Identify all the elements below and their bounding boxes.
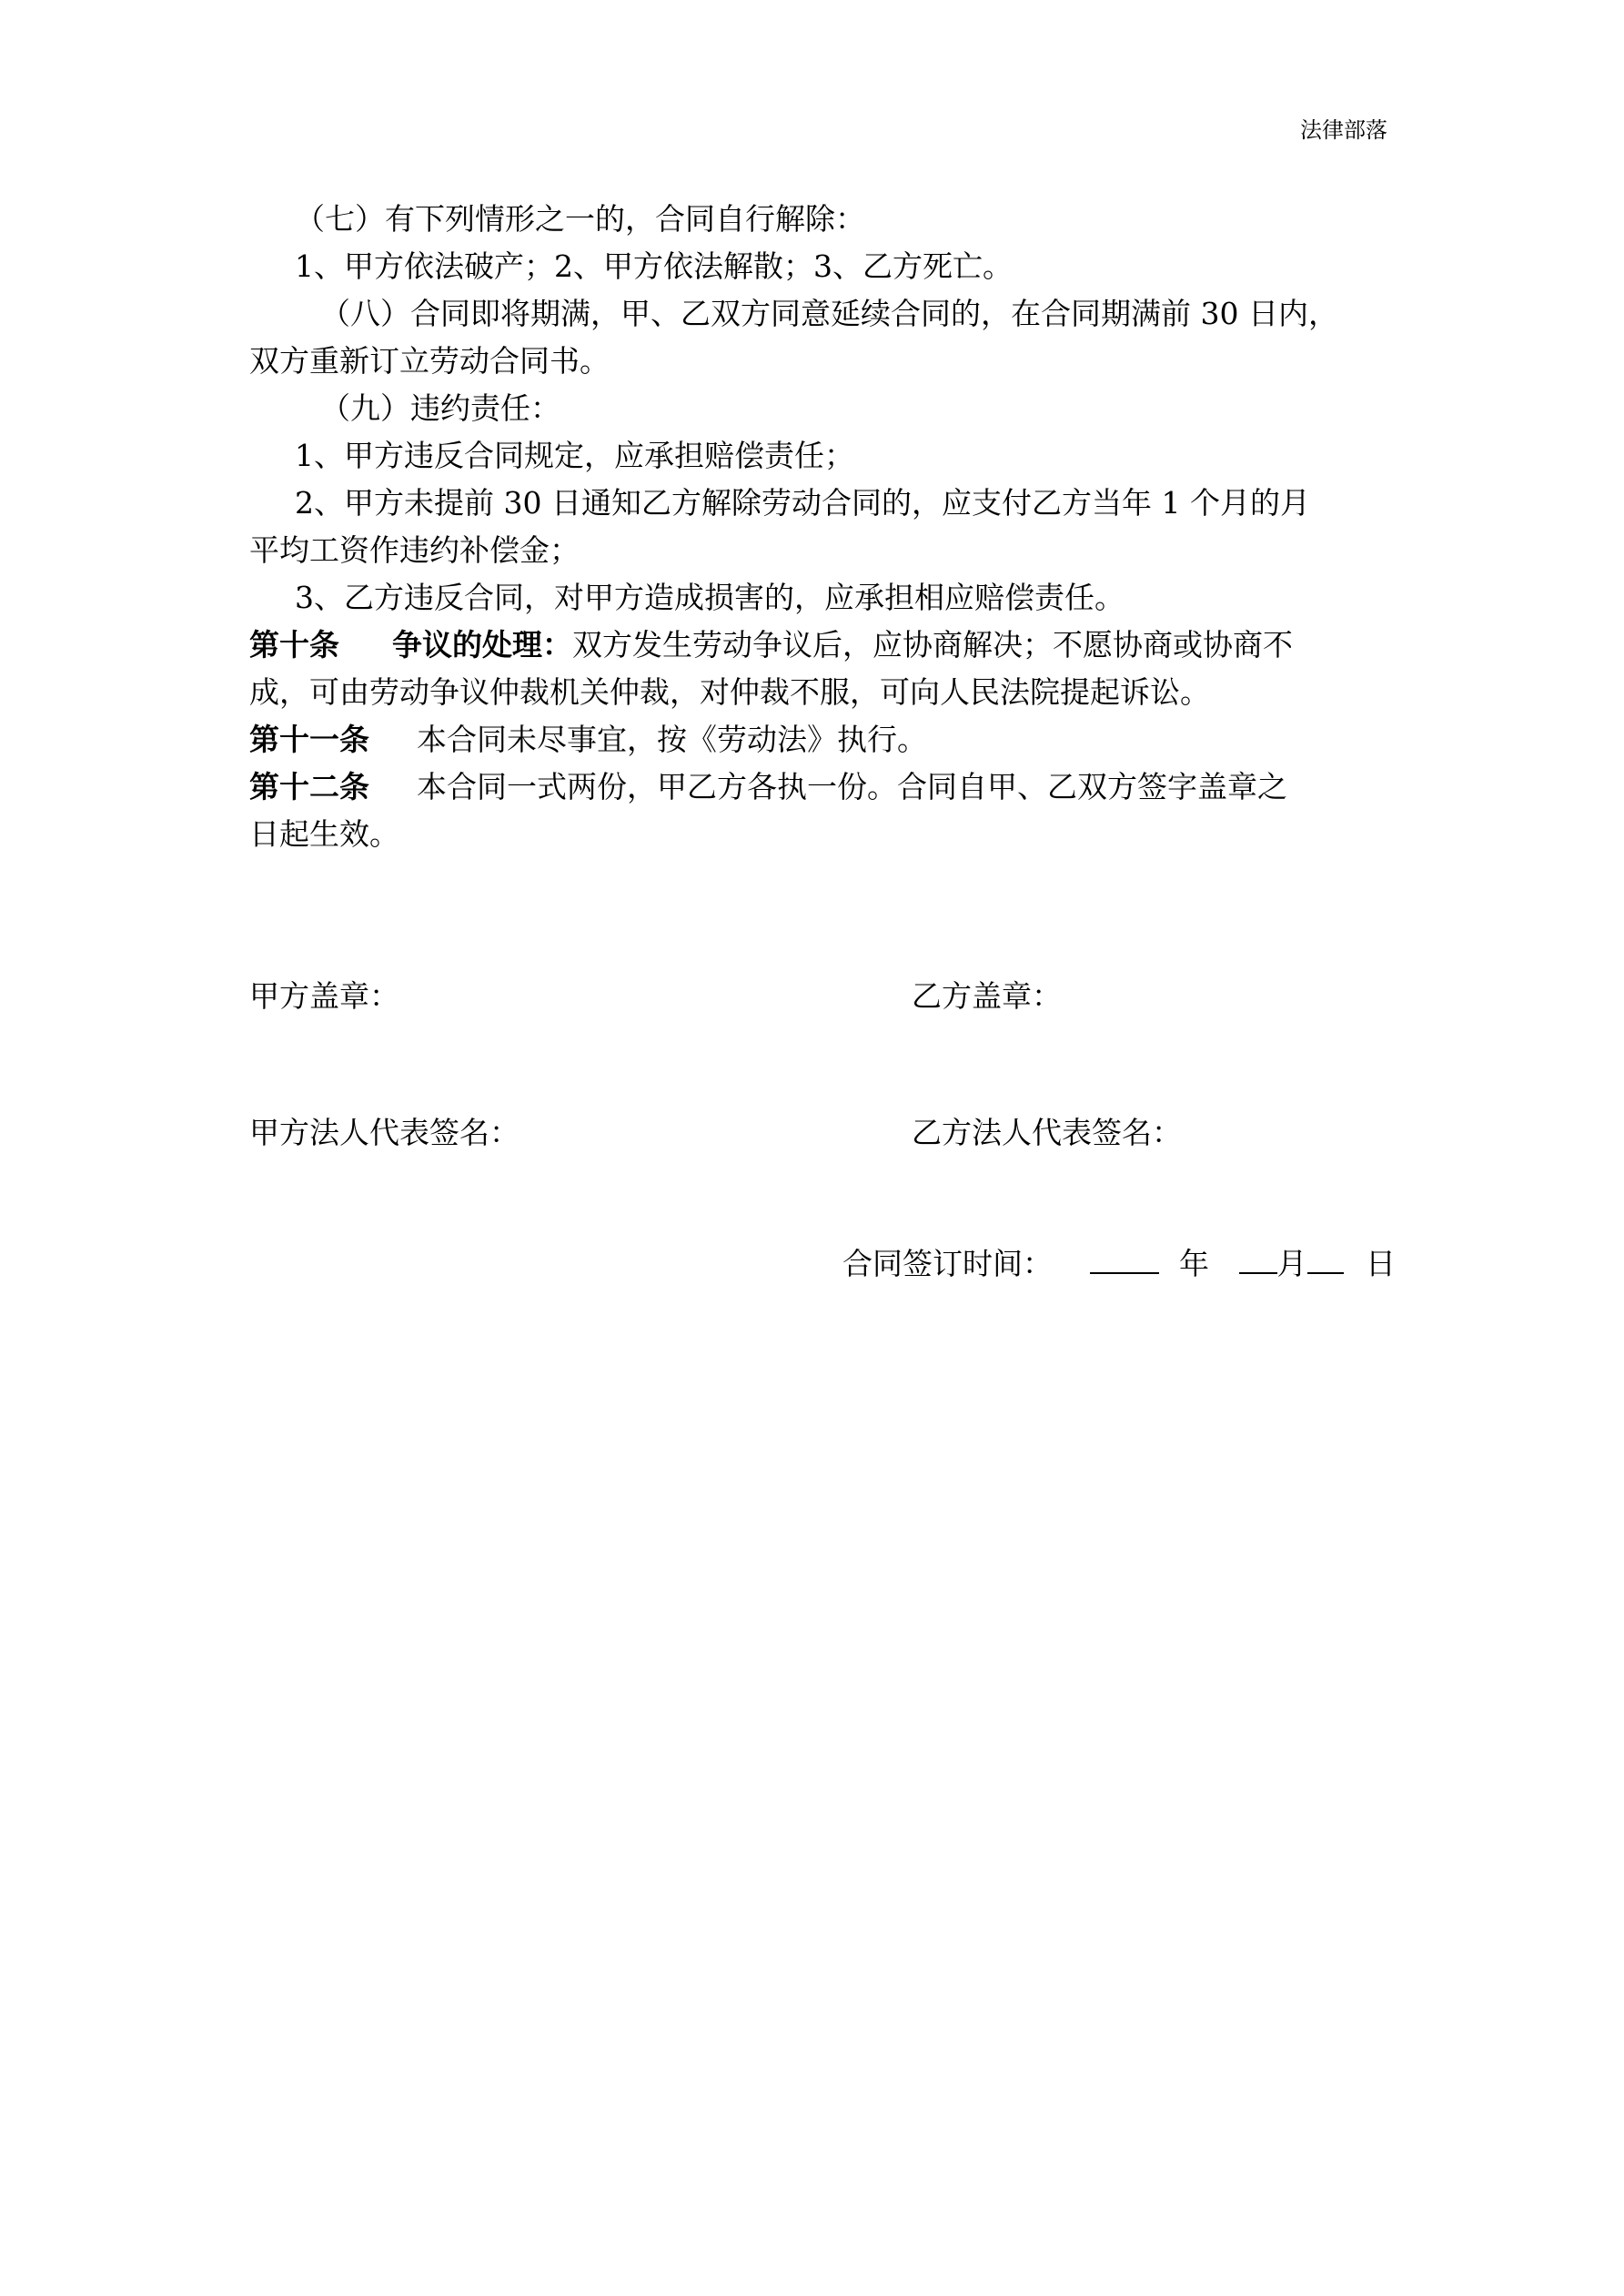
article-10-text-1: 双方发生劳动争议后，应协商解决；不愿协商或协商不 [572,627,1293,663]
clause-7-detail: 1、甲方依法破产；2、甲方依法解散；3、乙方死亡。 [295,248,1013,284]
signing-date-label: 合同签订时间： [842,1246,1053,1281]
article-12-label: 第十二条 [249,769,369,804]
clause-9-point-2-line-2: 平均工资作违约补偿金； [249,532,580,568]
article-11-text: 本合同未尽事宜，按《劳动法》执行。 [417,722,927,757]
party-a-seal-label: 甲方盖章： [249,978,399,1014]
month-blank[interactable] [1239,1245,1277,1274]
month-unit: 月 [1276,1246,1307,1281]
party-b-rep-label: 乙方法人代表签名： [912,1115,1182,1150]
article-11-label: 第十一条 [249,722,369,757]
article-12-text-2: 日起生效。 [249,816,399,852]
clause-8-line-2: 双方重新订立劳动合同书。 [249,343,610,379]
article-11 [249,716,1388,764]
clause-7-title: （七）有下列情形之一的，合同自行解除： [295,201,865,237]
signing-date [842,1245,1396,1282]
day-blank[interactable] [1307,1245,1344,1274]
article-10-label: 第十条 [249,627,339,663]
article-12-text-1: 本合同一式两份，甲乙方各执一份。合同自甲、乙双方签字盖章之 [417,769,1287,804]
contract-body [249,196,1388,858]
article-10-line-1 [249,622,1388,669]
clause-9-point-1: 1、甲方违反合同规定，应承担赔偿责任； [295,438,854,473]
party-a-rep-label: 甲方法人代表签名： [249,1115,519,1150]
clause-9-point-3: 3、乙方违反合同，对甲方造成损害的，应承担相应赔偿责任。 [295,580,1125,615]
clause-8-line-1: （八）合同即将期满，甲、乙双方同意延续合同的，在合同期满前 30 日内， [320,296,1338,331]
article-10-heading: 争议的处理： [392,627,572,663]
clause-9-title: （九）违约责任： [320,390,560,426]
header-brand: 法律部落 [1300,117,1387,143]
year-blank[interactable] [1090,1245,1159,1274]
article-12-line-1 [249,764,1388,811]
day-unit: 日 [1366,1246,1396,1281]
clause-9-point-2-line-1: 2、甲方未提前 30 日通知乙方解除劳动合同的，应支付乙方当年 1 个月的月 [295,485,1310,521]
party-b-seal-label: 乙方盖章： [912,978,1062,1014]
year-unit: 年 [1179,1246,1209,1281]
article-10-text-2: 成，可由劳动争议仲裁机关仲裁，对仲裁不服，可向人民法院提起诉讼。 [249,674,1210,710]
